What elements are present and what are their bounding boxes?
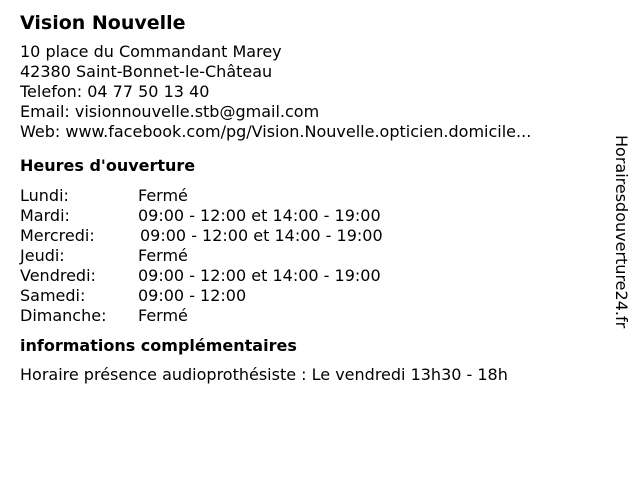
day-label: Mardi: [20,206,70,225]
hours-row-friday [20,266,600,286]
hours-table [20,186,600,326]
info-text: Horaire présence audioprothésiste : Le vendredi 13h30 - 18h [20,365,508,384]
address-line-2: 42380 Saint-Bonnet-le-Château [20,62,273,81]
day-label: Samedi: [20,286,86,305]
web-line: Web: www.facebook.com/pg/Vision.Nouvelle.opticien.domicile... [20,122,532,141]
day-label: Dimanche: [20,306,107,325]
address-line-1: 10 place du Commandant Marey [20,42,282,61]
hours-title: Heures d'ouverture [20,156,196,175]
time-value: Fermé [138,246,188,265]
phone-line: Telefon: 04 77 50 13 40 [20,82,210,101]
day-label: Mercredi: [20,226,95,245]
hours-row-thursday [20,246,600,266]
day-label: Vendredi: [20,266,96,285]
time-value: 09:00 - 12:00 et 14:00 - 19:00 [138,266,381,285]
business-name: Vision Nouvelle [20,12,186,34]
hours-row-sunday [20,306,600,326]
time-value: 09:00 - 12:00 et 14:00 - 19:00 [138,206,381,225]
time-value: 09:00 - 12:00 [138,286,247,305]
info-title: informations complémentaires [20,336,297,355]
day-label: Jeudi: [20,246,65,265]
business-card [20,10,600,385]
hours-row-wednesday [20,226,600,246]
site-watermark: Horairesdouverture24.fr [612,135,631,329]
hours-row-saturday [20,286,600,306]
hours-row-monday [20,186,600,206]
day-label: Lundi: [20,186,69,205]
time-value: Fermé [138,306,188,325]
hours-row-tuesday [20,206,600,226]
email-line: Email: visionnouvelle.stb@gmail.com [20,102,320,121]
time-value: Fermé [138,186,188,205]
time-value: 09:00 - 12:00 et 14:00 - 19:00 [140,226,383,245]
